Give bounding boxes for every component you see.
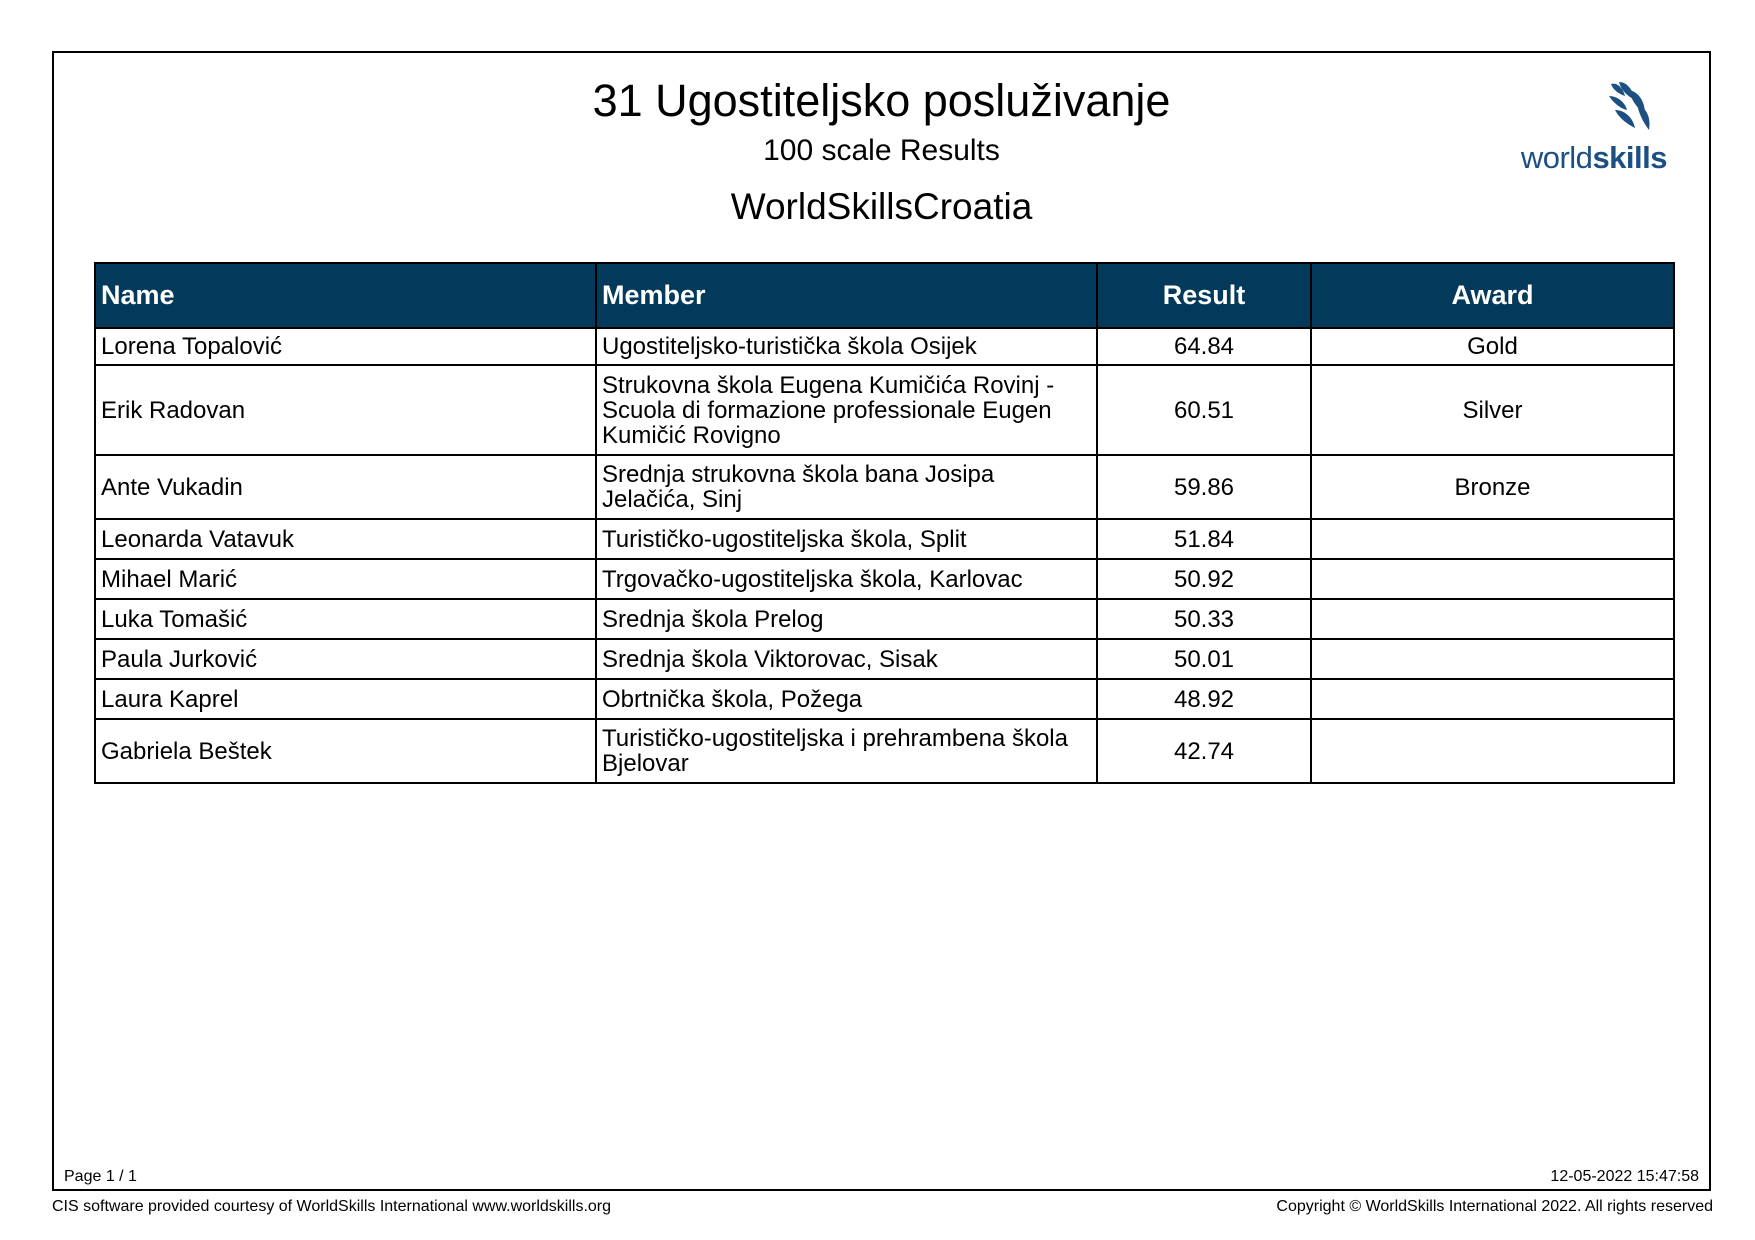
- cell-award: [1311, 519, 1674, 559]
- cell-award: [1311, 559, 1674, 599]
- cell-award: Bronze: [1311, 455, 1674, 519]
- column-header-name: Name: [95, 263, 596, 328]
- cell-result: 50.33: [1097, 599, 1311, 639]
- results-table: [94, 262, 1675, 784]
- column-header-award: Award: [1311, 263, 1674, 328]
- cell-result: 51.84: [1097, 519, 1311, 559]
- cell-award: Gold: [1311, 328, 1674, 365]
- table-row: [95, 719, 1674, 783]
- report-subtitle: 100 scale Results: [763, 134, 1000, 167]
- table-row: [95, 455, 1674, 519]
- cell-name: Laura Kaprel: [95, 679, 596, 719]
- cell-result: 59.86: [1097, 455, 1311, 519]
- cell-name: Gabriela Beštek: [95, 719, 596, 783]
- table-row: [95, 519, 1674, 559]
- table-header-row: [95, 263, 1674, 328]
- worldskills-wordmark: [1521, 140, 1667, 176]
- cell-result: 50.01: [1097, 639, 1311, 679]
- logo-text-light: world: [1520, 140, 1593, 175]
- page-number: Page 1 / 1: [64, 1168, 137, 1185]
- cell-member: Srednja strukovna škola bana Josipa Jelačića, Sinj: [596, 455, 1097, 519]
- cell-award: [1311, 639, 1674, 679]
- cell-result: 50.92: [1097, 559, 1311, 599]
- software-credit: CIS software provided courtesy of WorldSkills International www.worldskills.org: [52, 1198, 612, 1215]
- organization-name: WorldSkillsCroatia: [730, 186, 1033, 227]
- cell-member: Trgovačko-ugostiteljska škola, Karlovac: [596, 559, 1097, 599]
- table-row: [95, 599, 1674, 639]
- table-row: [95, 365, 1674, 455]
- cell-award: Silver: [1311, 365, 1674, 455]
- table-row: [95, 639, 1674, 679]
- table-row: [95, 679, 1674, 719]
- cell-award: [1311, 599, 1674, 639]
- report-title: 31 Ugostiteljsko posluživanje: [592, 75, 1171, 126]
- print-timestamp: 12-05-2022 15:47:58: [1550, 1168, 1699, 1185]
- cell-member: Turističko-ugostiteljska škola, Split: [596, 519, 1097, 559]
- cell-member: Srednja škola Prelog: [596, 599, 1097, 639]
- cell-result: 42.74: [1097, 719, 1311, 783]
- cell-result: 48.92: [1097, 679, 1311, 719]
- cell-name: Ante Vukadin: [95, 455, 596, 519]
- cell-award: [1311, 679, 1674, 719]
- cell-member: Srednja škola Viktorovac, Sisak: [596, 639, 1097, 679]
- worldskills-logo: [1520, 78, 1667, 178]
- table-row: [95, 559, 1674, 599]
- cell-name: Erik Radovan: [95, 365, 596, 455]
- cell-result: 64.84: [1097, 328, 1311, 365]
- cell-award: [1311, 719, 1674, 783]
- cell-name: Lorena Topalović: [95, 328, 596, 365]
- report-frame: [52, 51, 1711, 1191]
- worldskills-emblem-icon: [1605, 80, 1653, 138]
- cell-member: Strukovna škola Eugena Kumičića Rovinj - Scuola di formazione professionale Eugen Kumičić Rovigno: [596, 365, 1097, 455]
- cell-name: Leonarda Vatavuk: [95, 519, 596, 559]
- cell-name: Paula Jurković: [95, 639, 596, 679]
- cell-member: Turističko-ugostiteljska i prehrambena škola Bjelovar: [596, 719, 1097, 783]
- cell-member: Ugostiteljsko-turistička škola Osijek: [596, 328, 1097, 365]
- cell-name: Luka Tomašić: [95, 599, 596, 639]
- cell-name: Mihael Marić: [95, 559, 596, 599]
- cell-member: Obrtnička škola, Požega: [596, 679, 1097, 719]
- cell-result: 60.51: [1097, 365, 1311, 455]
- copyright-notice: Copyright © WorldSkills International 2022. All rights reserved: [1276, 1198, 1713, 1215]
- column-header-member: Member: [596, 263, 1097, 328]
- logo-text-bold: skills: [1592, 140, 1667, 175]
- table-row: [95, 328, 1674, 365]
- column-header-result: Result: [1097, 263, 1311, 328]
